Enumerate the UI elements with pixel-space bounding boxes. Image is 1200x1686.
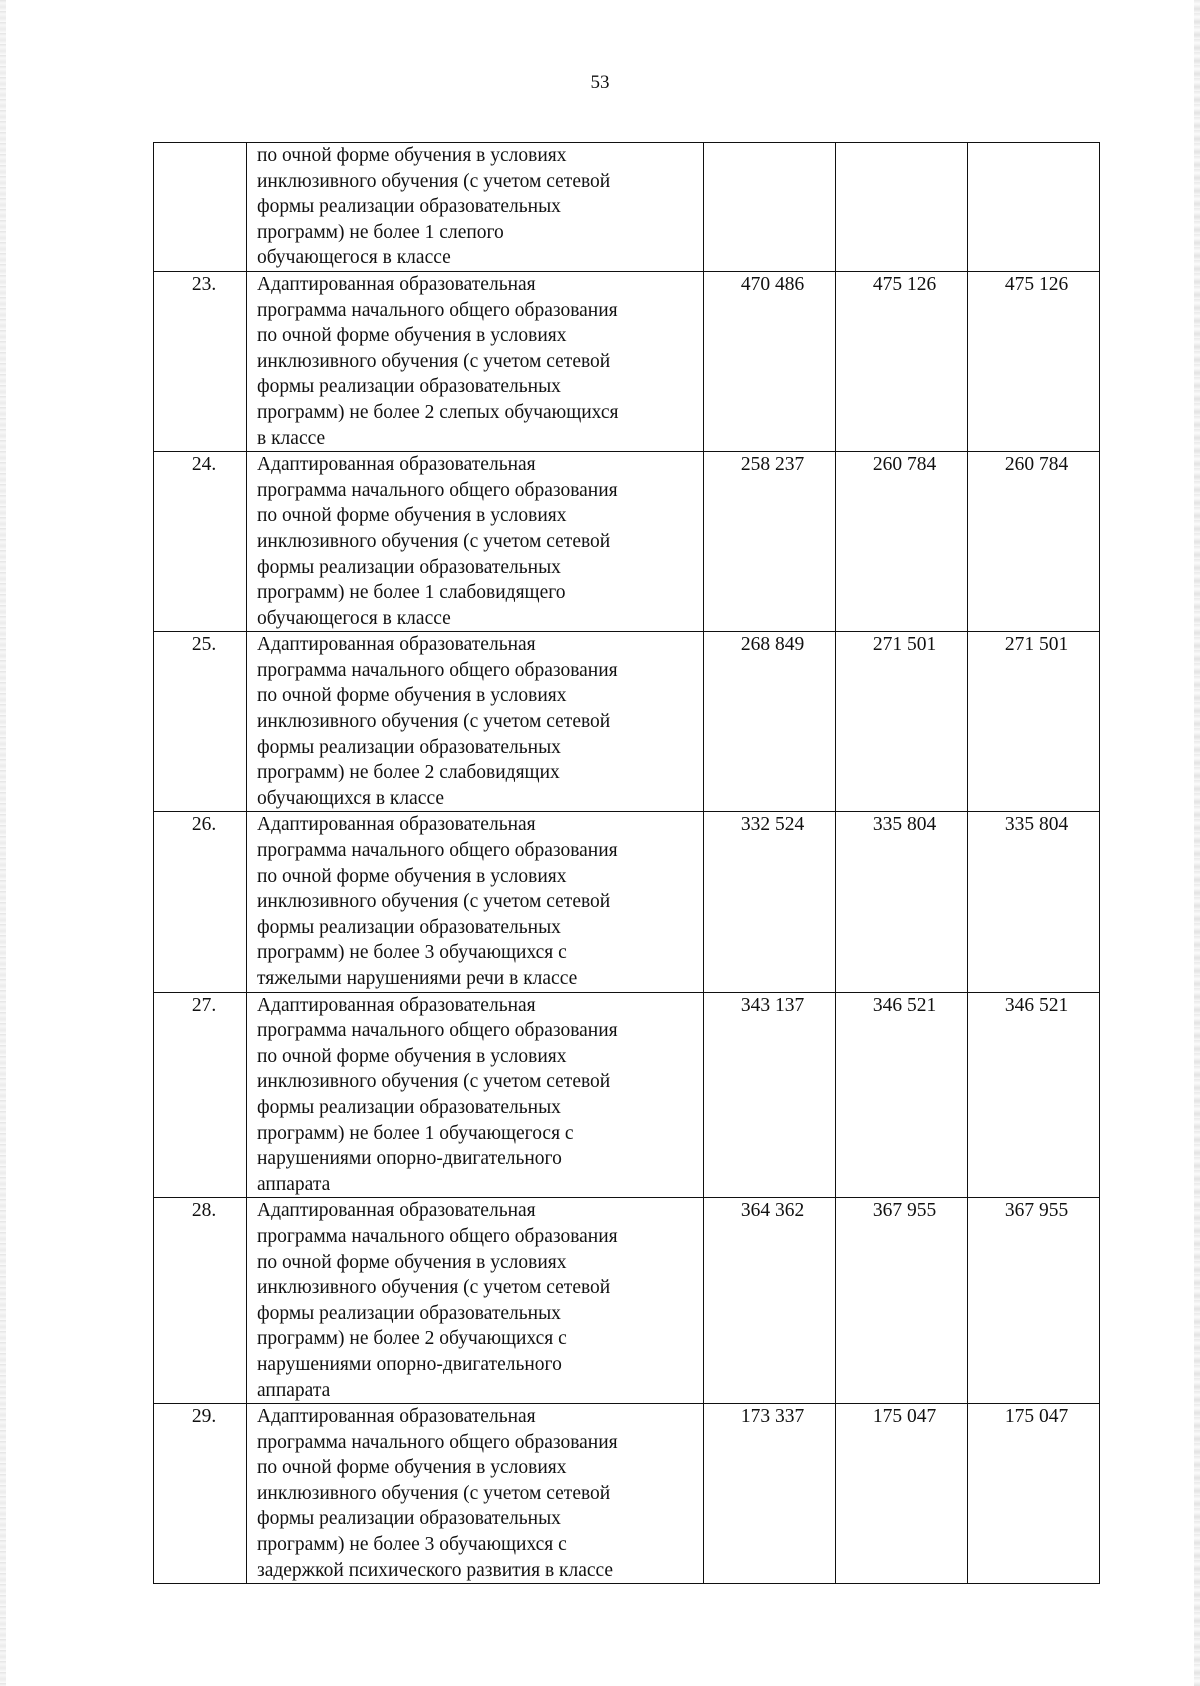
description-line: программа начального общего образования <box>257 1020 618 1042</box>
value-3: 346 521 <box>1004 994 1069 1016</box>
row-number-cell <box>154 812 247 992</box>
table-row <box>154 143 1100 272</box>
description-line: инклюзивного обучения (с учетом сетевой <box>257 891 611 913</box>
description-line: по очной форме обучения в условиях <box>257 1251 567 1273</box>
program-description-cell <box>247 992 704 1198</box>
page-number: 53 <box>590 72 610 93</box>
description-line: Адаптированная образовательная <box>257 1406 536 1428</box>
value-cell-3 <box>968 992 1100 1198</box>
value-cell-3 <box>968 1198 1100 1404</box>
description-line: обучающегося в классе <box>257 247 451 269</box>
description-line: инклюзивного обучения (с учетом сетевой <box>257 170 611 192</box>
value-2: 346 521 <box>872 994 937 1016</box>
description-line: по очной форме обучения в условиях <box>257 1045 567 1067</box>
cost-table <box>153 142 1100 1584</box>
description-line: по очной форме обучения в условиях <box>257 325 567 347</box>
value-1: 268 849 <box>740 634 805 656</box>
value-2: 367 955 <box>872 1200 937 1222</box>
value-cell-2 <box>836 632 968 812</box>
value-3: 367 955 <box>1004 1200 1069 1222</box>
row-number: 24. <box>191 454 217 476</box>
description-line: программ) не более 2 слабовидящих <box>257 762 560 784</box>
row-number-cell <box>154 271 247 451</box>
description-line: инклюзивного обучения (с учетом сетевой <box>257 350 611 372</box>
description-line: Адаптированная образовательная <box>257 273 536 295</box>
description-line: программа начального общего образования <box>257 659 618 681</box>
description-line: программ) не более 1 обучающегося с <box>257 1122 574 1144</box>
value-1: 470 486 <box>740 273 805 295</box>
row-number: 27. <box>191 994 217 1016</box>
description-line: Адаптированная образовательная <box>257 1200 536 1222</box>
description-line: по очной форме обучения в условиях <box>257 1457 567 1479</box>
description-line: аппарата <box>257 1173 331 1195</box>
table-row <box>154 452 1100 632</box>
description-line: инклюзивного обучения (с учетом сетевой <box>257 1482 611 1504</box>
value-cell-3 <box>968 1404 1100 1584</box>
value-cell-2 <box>836 1404 968 1584</box>
value-cell-1 <box>704 1198 836 1404</box>
description-line: инклюзивного обучения (с учетом сетевой <box>257 1277 611 1299</box>
description-line: программ) не более 3 обучающихся с <box>257 942 567 964</box>
description-line: инклюзивного обучения (с учетом сетевой <box>257 530 611 552</box>
table-row <box>154 1404 1100 1584</box>
value-cell-1 <box>704 992 836 1198</box>
value-3: 271 501 <box>1004 634 1069 656</box>
description-line: программ) не более 3 обучающихся с <box>257 1534 567 1556</box>
value-cell-3 <box>968 452 1100 632</box>
description-line: программа начального общего образования <box>257 299 618 321</box>
description-line: Адаптированная образовательная <box>257 814 536 836</box>
value-cell-2 <box>836 271 968 451</box>
description-line: формы реализации образовательных <box>257 376 561 398</box>
description-line: программа начального общего образования <box>257 1225 618 1247</box>
value-2: 175 047 <box>872 1406 937 1428</box>
description-line: Адаптированная образовательная <box>257 454 536 476</box>
description-line: по очной форме обучения в условиях <box>257 145 567 166</box>
row-number-cell <box>154 1404 247 1584</box>
description-line: нарушениями опорно-двигательного <box>257 1353 562 1375</box>
description-line: формы реализации образовательных <box>257 1508 561 1530</box>
value-2: 271 501 <box>872 634 937 656</box>
description-line: аппарата <box>257 1379 331 1401</box>
program-description-cell <box>247 271 704 451</box>
value-3: 175 047 <box>1004 1406 1069 1428</box>
table-row <box>154 812 1100 992</box>
description-line: инклюзивного обучения (с учетом сетевой <box>257 711 611 733</box>
value-3: 260 784 <box>1004 454 1069 476</box>
row-number: 25. <box>191 634 217 656</box>
value-cell-3 <box>968 632 1100 812</box>
description-line: по очной форме обучения в условиях <box>257 505 567 527</box>
description-line: обучающихся в классе <box>257 787 444 809</box>
table-row <box>154 1198 1100 1404</box>
value-cell-1 <box>704 271 836 451</box>
table-row <box>154 271 1100 451</box>
table-row <box>154 992 1100 1198</box>
value-cell-1 <box>704 1404 836 1584</box>
row-number-cell <box>154 992 247 1198</box>
description-line: обучающегося в классе <box>257 607 451 629</box>
description-line: тяжелыми нарушениями речи в классе <box>257 968 578 989</box>
value-cell-2 <box>836 812 968 992</box>
description-line: программ) не более 2 обучающихся с <box>257 1328 567 1350</box>
row-number: 26. <box>191 814 217 836</box>
value-1: 173 337 <box>740 1406 805 1428</box>
description-line: формы реализации образовательных <box>257 196 561 218</box>
description-line: формы реализации образовательных <box>257 1302 561 1324</box>
value-cell-1 <box>704 632 836 812</box>
value-2: 260 784 <box>872 454 937 476</box>
description-line: программ) не более 1 слепого <box>257 221 504 243</box>
value-cell-2 <box>836 452 968 632</box>
value-1: 364 362 <box>740 1200 805 1222</box>
value-1: 332 524 <box>740 814 805 836</box>
description-line: Адаптированная образовательная <box>257 994 536 1016</box>
description-line: в классе <box>257 427 326 449</box>
program-description-cell <box>247 632 704 812</box>
program-description-cell <box>247 452 704 632</box>
value-1: 258 237 <box>740 454 805 476</box>
description-line: формы реализации образовательных <box>257 916 561 938</box>
value-cell-3 <box>968 143 1100 272</box>
description-line: формы реализации образовательных <box>257 1096 561 1118</box>
description-line: программа начального общего образования <box>257 479 618 501</box>
description-line: по очной форме обучения в условиях <box>257 685 567 707</box>
table-row <box>154 632 1100 812</box>
row-number: 23. <box>191 273 217 295</box>
program-description-cell <box>247 812 704 992</box>
value-cell-3 <box>968 812 1100 992</box>
program-description-cell <box>247 1198 704 1404</box>
row-number-cell <box>154 1198 247 1404</box>
row-number: 28. <box>191 1200 217 1222</box>
value-cell-2 <box>836 143 968 272</box>
program-description-cell <box>247 1404 704 1584</box>
description-line: программ) не более 2 слепых обучающихся <box>257 401 619 423</box>
scan-edge-left <box>0 0 6 1686</box>
row-number-cell <box>154 452 247 632</box>
description-line: программа начального общего образования <box>257 840 618 862</box>
value-2: 335 804 <box>872 814 937 836</box>
description-line: нарушениями опорно-двигательного <box>257 1148 562 1170</box>
value-cell-1 <box>704 452 836 632</box>
value-2: 475 126 <box>872 273 937 295</box>
description-line: программа начального общего образования <box>257 1431 618 1453</box>
value-3: 475 126 <box>1004 273 1069 295</box>
value-cell-1 <box>704 812 836 992</box>
row-number-cell <box>154 632 247 812</box>
value-cell-2 <box>836 992 968 1198</box>
description-line: задержкой психического развития в классе <box>257 1559 614 1581</box>
value-cell-1 <box>704 143 836 272</box>
row-number: 29. <box>191 1406 217 1428</box>
scan-edge-right <box>1194 0 1200 1686</box>
description-line: формы реализации образовательных <box>257 736 561 758</box>
description-line: по очной форме обучения в условиях <box>257 865 567 887</box>
description-line: инклюзивного обучения (с учетом сетевой <box>257 1071 611 1093</box>
value-cell-2 <box>836 1198 968 1404</box>
description-line: формы реализации образовательных <box>257 556 561 578</box>
row-number-cell <box>154 143 247 272</box>
value-cell-3 <box>968 271 1100 451</box>
description-line: Адаптированная образовательная <box>257 634 536 656</box>
description-line: программ) не более 1 слабовидящего <box>257 582 566 604</box>
table-body <box>154 143 1100 1584</box>
value-1: 343 137 <box>740 994 805 1016</box>
value-3: 335 804 <box>1004 814 1069 836</box>
program-description-cell <box>247 143 704 272</box>
